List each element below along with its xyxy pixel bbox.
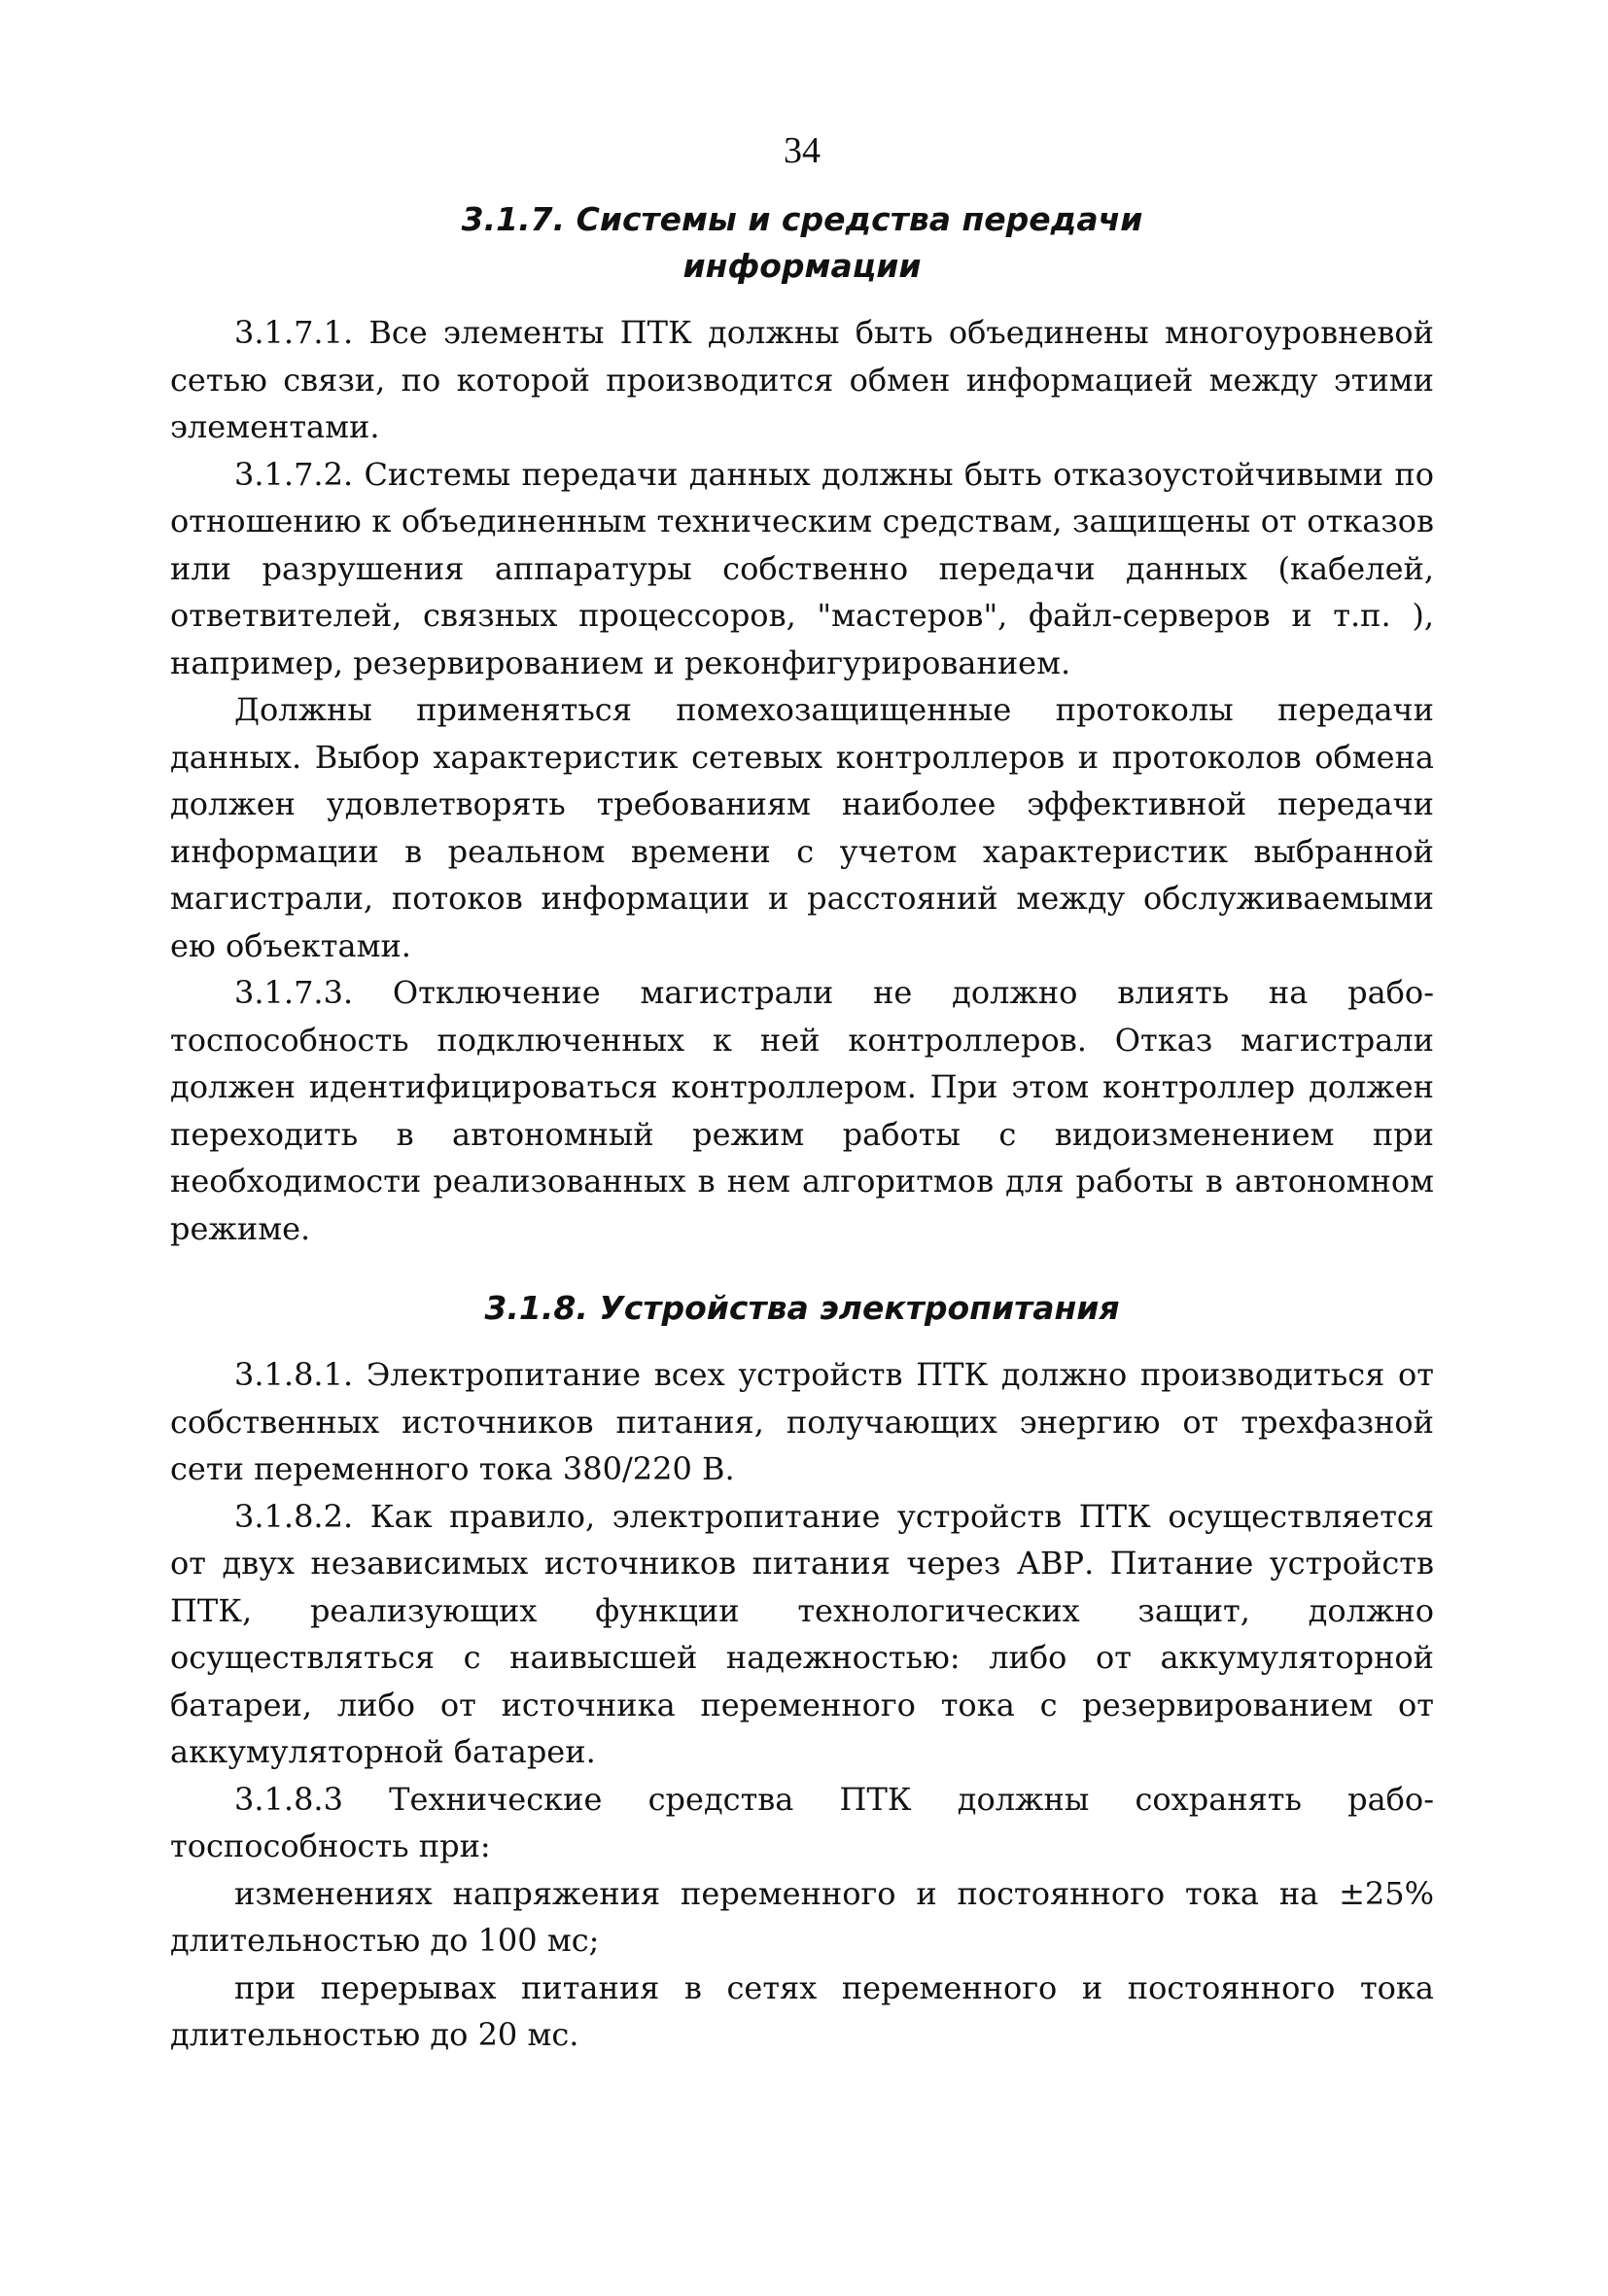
list-item-power-interruptions: при перерывах питания в сетях переменного и постоянного тока длительностью до 20 мс. [170, 1968, 1434, 2053]
paragraph-3-1-8-3: 3.1.8.3 Технические средства ПТК должны сохранять работоспособность при: [170, 1780, 1434, 1864]
section-title-line: 3.1.7. Системы и средства передачи [461, 200, 1143, 238]
page-number: 34 [784, 130, 821, 171]
section-title-line: 3.1.8. Устройства электропитания [484, 1289, 1120, 1327]
section-title-line: информации [682, 247, 922, 285]
paragraph-3-1-8-1: 3.1.8.1. Электропитание всех устройств ПТК должно производиться от собственных источников питания, получающих энергию от трехфазной сети переменного тока 380/220 В. [170, 1356, 1434, 1487]
paragraph-protocols: Должны применяться помехозащищенные протоколы передачи данных. Выбор характеристик сетевых контроллеров и протоколов обмена должен удовлетворять требованиям наиболее эффективной передачи информации в реальном времени с учетом характеристик выбранной магистрали, потоков информации и расстояний между обслуживаемыми ею объектами. [170, 691, 1434, 964]
paragraph-3-1-7-3: 3.1.7.3. Отключение магистрали не должно влиять на работоспособность подключенных к ней контроллеров. Отказ магистрали должен идентифицироваться контроллером. При этом контроллер должен переходить в автономный режим работы с видоизменением при необходимости реализованных в нем алгоритмов для работы в автономном режиме. [170, 974, 1434, 1247]
paragraph-3-1-8-2: 3.1.8.2. Как правило, электропитание устройств ПТК осуществляется от двух независимых источников питания через АВР. Питание устройств ПТК, реализующих функции технологических защит, должно осуществляться с наивысшей надежностью: либо от аккумуляторной батареи, либо от источника переменного тока с резервированием от аккумуляторной батареи. [170, 1497, 1434, 1770]
list-item-voltage-changes: изменениях напряжения переменного и постоянного тока на ±25% длительностью до 100 мс; [170, 1874, 1434, 1959]
section-title-3-1-8 [170, 1285, 1434, 1332]
paragraph-3-1-7-2: 3.1.7.2. Системы передачи данных должны быть отказоустойчивыми по отношению к объединенным техническим средствам, защищены от отказов или разрушения аппаратуры собственно передачи данных (кабелей, ответвителей, связных процессоров, "мастеров", файл-серверов и т.п. ), например, резервированием и реконфигурированием. [170, 455, 1434, 681]
paragraph-3-1-7-1: 3.1.7.1. Все элементы ПТК должны быть объединены многоуровневой сетью связи, по которой производится обмен информацией между этими элементами. [170, 314, 1434, 445]
document-page [170, 126, 1434, 2059]
section-title-3-1-7 [170, 196, 1434, 290]
